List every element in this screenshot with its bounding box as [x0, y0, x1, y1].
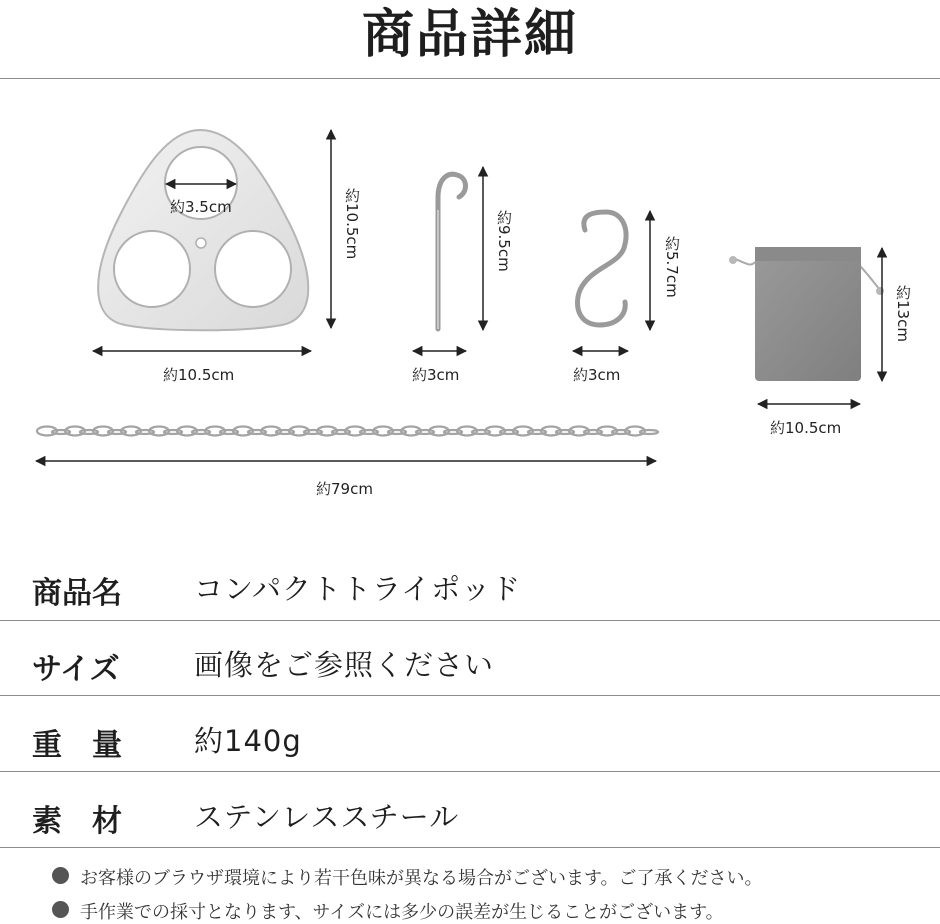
plate-hole-label: 約3.5cm [170, 198, 232, 216]
hook-height-label: 約9.5cm [495, 210, 513, 272]
spec-label-weight: 重 量 [32, 728, 122, 763]
spec-label-name: 商品名 [32, 576, 122, 611]
s-hook [577, 212, 626, 325]
long-hook [438, 174, 466, 329]
bullet-icon [52, 901, 69, 918]
hook-width-label: 約3cm [412, 366, 460, 384]
plate-width-label: 約10.5cm [163, 366, 235, 384]
note-measure: 手作業での採寸となります、サイズには多少の誤差が生じることがございます。 [80, 902, 724, 923]
spec-label-material: 素 材 [32, 804, 122, 839]
tripod-plate [98, 130, 308, 330]
bag-height-label: 約13cm [894, 285, 912, 342]
chain [37, 427, 658, 436]
bullet-icon [52, 867, 69, 884]
storage-pouch [729, 247, 884, 381]
spec-divider [0, 620, 940, 621]
plate-height-label: 約10.5cm [343, 188, 361, 260]
spec-label-size: サイズ [32, 652, 120, 687]
spec-divider [0, 771, 940, 772]
spec-divider [0, 847, 940, 848]
s-hook-width-label: 約3cm [573, 366, 621, 384]
bag-width-label: 約10.5cm [770, 419, 842, 437]
page-title: 商品詳細 [361, 5, 578, 65]
chain-link [640, 430, 658, 434]
note-color: お客様のブラウザ環境により若干色味が異なる場合がございます。ご了承ください。 [80, 868, 763, 889]
spec-value-size: 画像をご参照ください [194, 648, 495, 682]
spec-value-weight: 約140g [194, 724, 302, 758]
s-hook-height-label: 約5.7cm [663, 236, 681, 298]
spec-divider [0, 695, 940, 696]
chain-length-label: 約79cm [316, 480, 373, 498]
spec-value-material: ステンレススチール [194, 800, 460, 834]
spec-value-name: コンパクトトライポッド [194, 572, 522, 606]
